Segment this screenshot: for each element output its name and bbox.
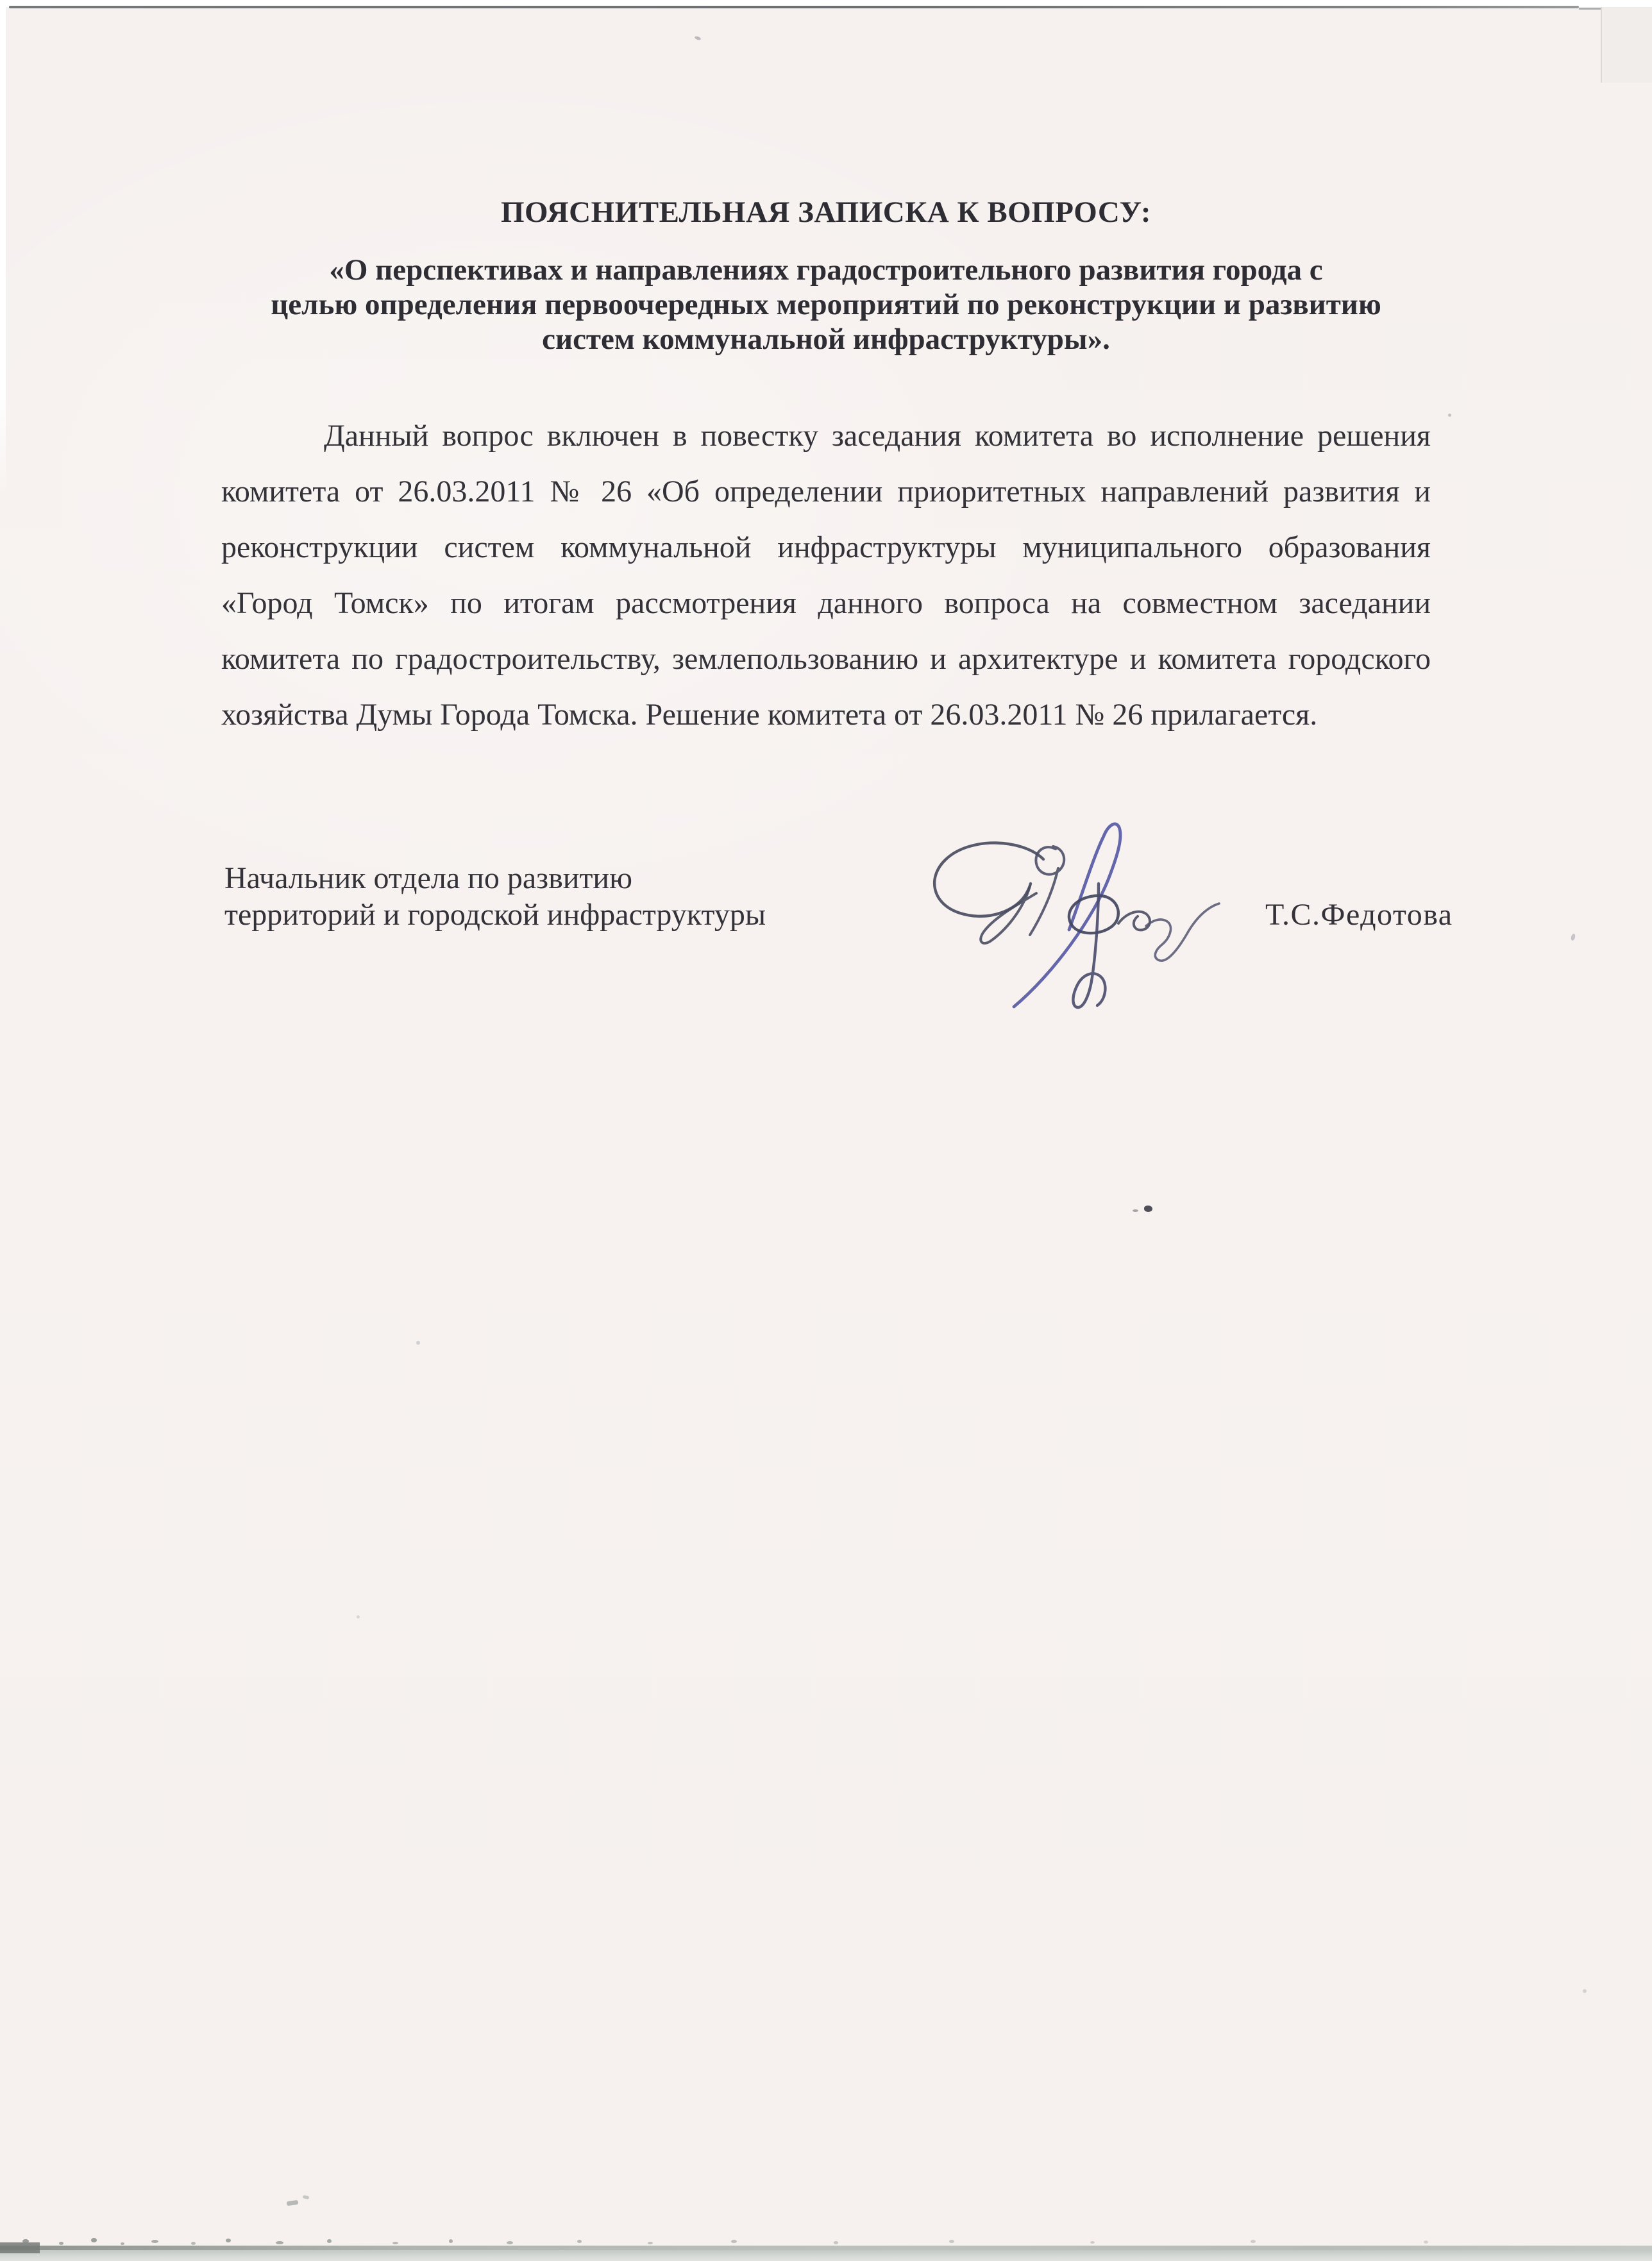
scan-speck bbox=[416, 1341, 420, 1345]
scan-fleck bbox=[151, 2240, 158, 2243]
scan-smudge bbox=[287, 2200, 299, 2206]
scan-fleck bbox=[226, 2239, 231, 2242]
paragraph-line: реконструкции систем коммунальной инфраструктуры муниципального образования bbox=[221, 530, 1431, 564]
paragraph-line: комитета от 26.03.2011 № 26 «Об определении приоритетных направлений развития и bbox=[221, 475, 1431, 509]
scan-edge-top-line bbox=[9, 6, 1579, 8]
scan-speck bbox=[357, 1615, 360, 1618]
scan-fleck bbox=[276, 2241, 283, 2244]
document-subtitle bbox=[217, 253, 1435, 357]
scan-fleck bbox=[1090, 2241, 1095, 2244]
scan-fleck bbox=[731, 2240, 737, 2243]
scan-fleck bbox=[327, 2239, 332, 2243]
scan-speck bbox=[694, 35, 701, 40]
scan-speck bbox=[1571, 933, 1576, 941]
body-paragraph bbox=[221, 408, 1431, 743]
paragraph-line: «Город Томск» по итогам рассмотрения данного вопроса на совместном заседании bbox=[221, 586, 1431, 620]
subtitle-line: «О перспективах и направлениях градостроительного развития города с bbox=[329, 253, 1323, 287]
scan-fleck bbox=[648, 2242, 653, 2244]
scan-fleck bbox=[59, 2242, 63, 2245]
scan-corner-blob bbox=[0, 2242, 40, 2253]
scan-corner-shade bbox=[1602, 7, 1652, 83]
ink-dot bbox=[1144, 1206, 1152, 1212]
paragraph-line: комитета по градостроительству, землепользованию и архитектуре и комитета городского bbox=[221, 642, 1431, 676]
scan-fleck bbox=[191, 2242, 196, 2245]
paragraph-line: хозяйства Думы Города Томска. Решение комитета от 26.03.2011 № 26 прилагается. bbox=[221, 698, 1318, 732]
scan-edge-left bbox=[0, 7, 6, 494]
document-title: ПОЯСНИТЕЛЬНАЯ ЗАПИСКА К ВОПРОСУ: bbox=[500, 196, 1152, 229]
scan-fleck bbox=[949, 2240, 954, 2243]
signer-name: Т.С.Федотова bbox=[1265, 898, 1453, 932]
scan-speck bbox=[1583, 1989, 1587, 1993]
scan-edge-bottom-band bbox=[0, 2250, 1652, 2261]
subtitle-line: целью определения первоочередных мероприятий по реконструкции и развитию bbox=[271, 288, 1381, 321]
handwritten-signature-icon bbox=[927, 809, 1228, 1021]
scan-fleck bbox=[91, 2238, 97, 2242]
signer-position-line: Начальник отдела по развитию bbox=[224, 861, 632, 895]
scan-smudge bbox=[303, 2195, 310, 2199]
subtitle-line: систем коммунальной инфраструктуры». bbox=[542, 323, 1110, 356]
scan-fleck bbox=[449, 2239, 453, 2243]
scan-fleck bbox=[1251, 2240, 1256, 2243]
scan-fleck bbox=[121, 2242, 124, 2245]
scan-fleck bbox=[507, 2241, 513, 2244]
scan-fleck bbox=[22, 2239, 29, 2243]
scan-corner-line bbox=[1601, 7, 1602, 83]
scan-speck bbox=[1448, 414, 1451, 417]
signer-position-line: территорий и городской инфраструктуры bbox=[224, 898, 766, 932]
signer-position bbox=[224, 860, 930, 933]
scan-fleck bbox=[577, 2240, 582, 2243]
paragraph-line: Данный вопрос включен в повестку заседания комитета во исполнение решения bbox=[324, 419, 1431, 453]
scan-fleck bbox=[834, 2241, 838, 2244]
scan-fleck bbox=[1424, 2240, 1428, 2244]
scan-fleck bbox=[392, 2242, 398, 2244]
ink-dot bbox=[1133, 1209, 1138, 1212]
